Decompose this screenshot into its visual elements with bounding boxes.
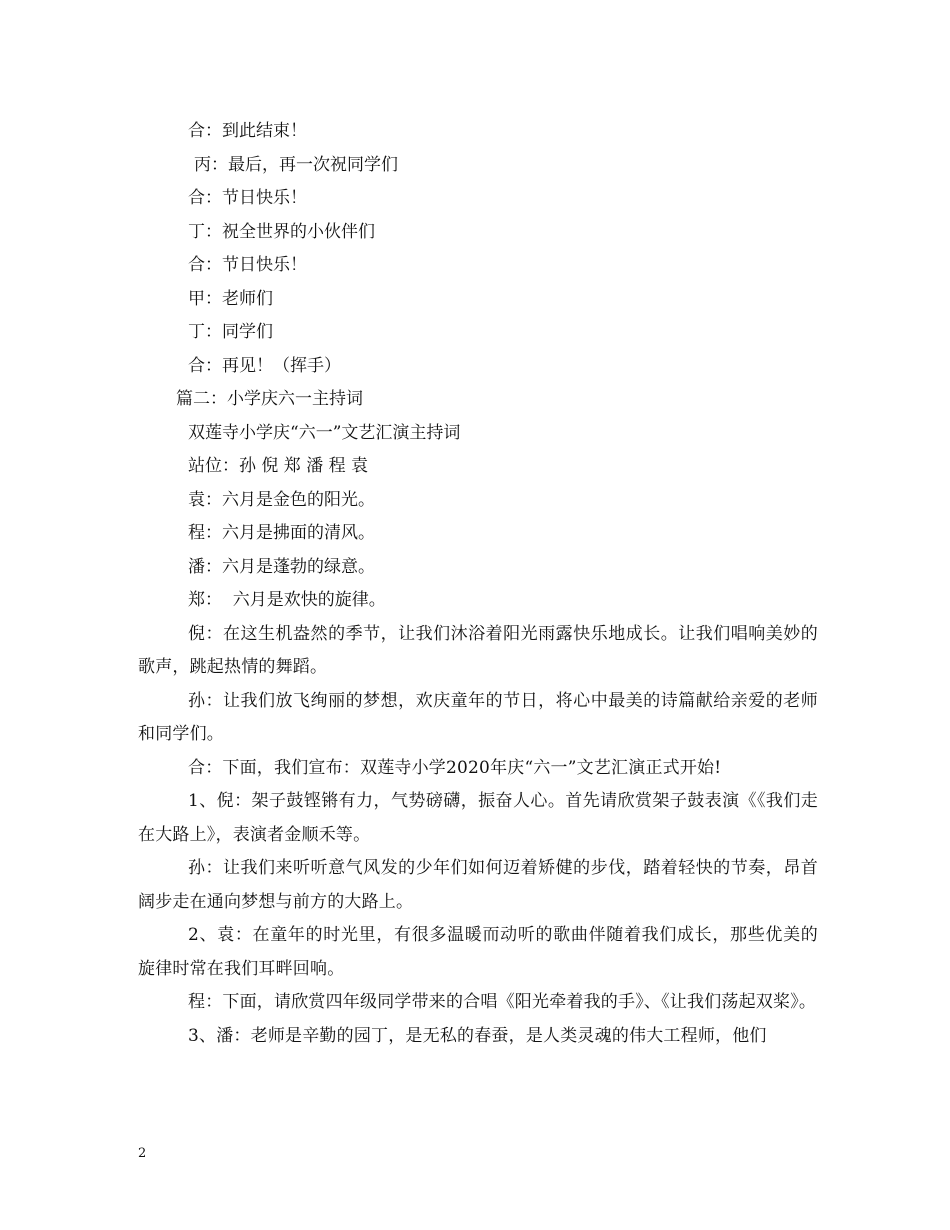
paragraph: 孙：让我们放飞绚丽的梦想，欢庆童年的节日，将心中最美的诗篇献给亲爱的老师和同学们。 [138, 690, 818, 744]
text-line: 站位：孙 倪 郑 潘 程 袁 [188, 456, 369, 476]
paragraph: 1、倪：架子鼓铿锵有力，气势磅礴，振奋人心。首先请欣赏架子鼓表演《《我们走在大路上》，表演者金顺禾等。 [138, 791, 818, 845]
text-line: 合：再见！（挥手） [188, 355, 341, 376]
text-line: 袁：六月是金色的阳光。 [188, 489, 375, 510]
text-line: 合：到此结束！ [188, 121, 307, 141]
paragraph: 程：下面，请欣赏四年级同学带来的合唱《阳光牵着我的手》、《让我们荡起双桨》。 [188, 992, 817, 1012]
text-line: 合：节日快乐！ [188, 188, 307, 208]
paragraph: 3、潘：老师是辛勤的园丁，是无私的春蚕，是人类灵魂的伟大工程师，他们 [188, 1025, 767, 1046]
paragraph: 合：下面，我们宣布：双莲寺小学2020年庆“六一”文艺汇演正式开始! [188, 757, 722, 778]
section-heading: 篇二：小学庆六一主持词 [176, 389, 363, 409]
text-line: 丁：同学们 [188, 322, 273, 342]
document-title: 双莲寺小学庆“六一”文艺汇演主持词 [188, 422, 461, 443]
text-line: 程：六月是拂面的清风。 [188, 523, 375, 543]
paragraph: 孙：让我们来听听意气风发的少年们如何迈着矫健的步伐，踏着轻快的节奏，昂首阔步走在通向梦想与前方的大路上。 [138, 858, 818, 912]
text-line: 合：节日快乐！ [188, 255, 307, 275]
page-number: 2 [138, 1146, 147, 1161]
text-line: 丙：最后，再一次祝同学们 [194, 154, 398, 175]
text-line: 潘：六月是蓬勃的绿意。 [188, 556, 375, 577]
paragraph: 倪：在这生机盎然的季节，让我们沐浴着阳光雨露快乐地成长。让我们唱响美妙的歌声，跳起热情的舞蹈。 [138, 623, 818, 677]
text-line: 甲：老师们 [188, 288, 273, 309]
text-line: 郑： 六月是欢快的旋律。 [188, 590, 386, 610]
text-line: 丁：祝全世界的小伙伴们 [188, 221, 375, 242]
paragraph: 2、袁：在童年的时光里，有很多温暖而动听的歌曲伴随着我们成长，那些优美的旋律时常在我们耳畔回响。 [138, 925, 818, 979]
document-body [138, 115, 818, 1053]
